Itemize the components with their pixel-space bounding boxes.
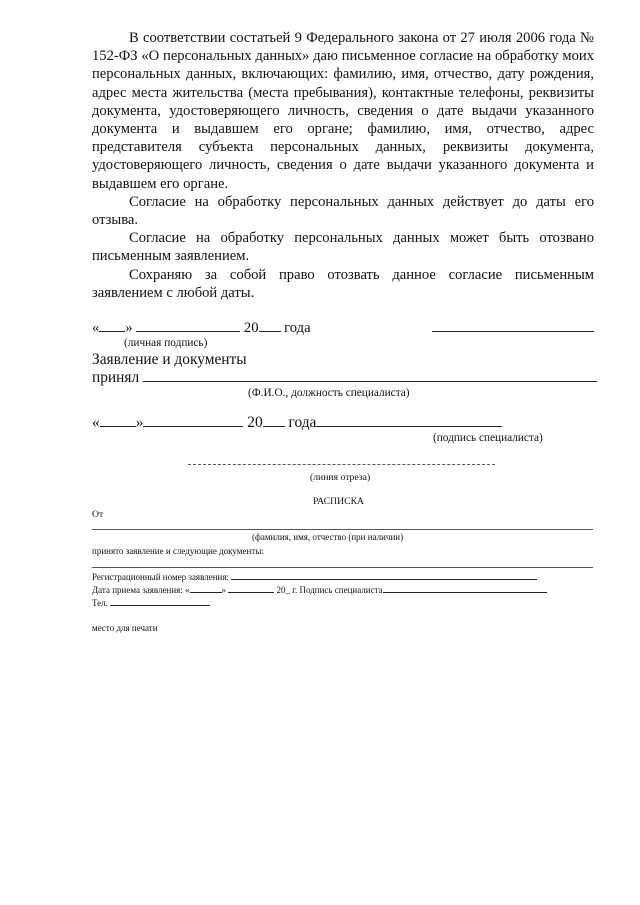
day-blank[interactable] [100, 413, 136, 427]
phone-field[interactable] [110, 597, 210, 606]
applicant-signature-field[interactable] [432, 318, 594, 337]
cut-line [188, 464, 495, 465]
phone-line [92, 597, 210, 609]
accepted-label: принял [92, 369, 140, 386]
specialist-signature-field[interactable] [316, 413, 502, 427]
quote-close: » [221, 585, 227, 595]
quote-open: « [92, 320, 100, 336]
year-blank[interactable] [263, 413, 285, 427]
specialist-date-line [92, 413, 502, 432]
registration-number-label: Регистрационный номер заявления: [92, 572, 229, 582]
stamp-place-label: место для печати [92, 623, 158, 633]
registration-number-line [92, 571, 537, 583]
specialist-signature-caption: (подпись специалиста) [433, 432, 543, 444]
applicant-signature-caption: (личная подпись) [124, 337, 208, 349]
specialist-name-caption: (Ф.И.О., должность специалиста) [248, 387, 410, 399]
registration-number-field[interactable] [231, 571, 537, 580]
applicant-name-caption: (фамилия, имя, отчество (при наличии) [252, 532, 404, 542]
specialist-name-field[interactable] [143, 368, 597, 382]
accepted-documents-label: принято заявление и следующие документы: [92, 546, 264, 556]
day-blank[interactable] [99, 318, 125, 332]
consent-paragraph-3: Согласие на обработку персональных данных может быть отозвано письменным заявлением. [92, 230, 594, 265]
receipt-month-field[interactable] [228, 584, 274, 593]
quote-close: » [135, 414, 144, 431]
receipt-date-line [92, 584, 547, 596]
receipt-title: РАСПИСКА [313, 496, 365, 507]
receipt-year-signature-label: 20_ г. Подпись специалиста [276, 585, 383, 595]
receipt-day-field[interactable] [190, 584, 222, 593]
documents-field[interactable] [92, 567, 593, 568]
consent-paragraph-1: В соответствии состатьей 9 Федерального закона от 27 июля 2006 года № 152-ФЗ «О персональных данных» даю письменное согласие на обработку моих персональных данных, включающих: фамилию, имя, отчество, дату рождения, адрес места жительства (места пребывания), контактные телефоны, реквизиты документа, удостоверяющего личность, сведения о дате выдачи указанного документа и выдавшем его органе; фамилию, имя, отчество, адрес представителя субъекта персональных данных, реквизиты документа, удостоверяющего личность, сведения о дате выдачи указанного документа и выдавшем его органе. [92, 30, 594, 192]
year-blank[interactable] [259, 318, 281, 332]
quote-close: » [125, 320, 133, 336]
receipt-specialist-signature-field[interactable] [383, 584, 547, 593]
acceptance-line [92, 368, 597, 387]
acceptance-heading: Заявление и документы [92, 351, 247, 368]
consent-text [92, 29, 594, 302]
consent-paragraph-4: Сохраняю за собой право отозвать данное согласие письменным заявлением с любой даты. [92, 266, 594, 301]
cut-line-caption: (линия отреза) [310, 472, 371, 483]
year-suffix: года [288, 414, 317, 431]
consent-paragraph-2: Согласие на обработку персональных данных действует до даты его отзыва. [92, 193, 594, 229]
applicant-name-field[interactable] [92, 529, 593, 530]
phone-label: Тел. [92, 598, 108, 608]
receipt-from: От [92, 509, 104, 520]
receipt-date-label: Дата приема заявления: « [92, 585, 190, 595]
month-blank[interactable] [136, 318, 240, 332]
year-prefix: 20 [243, 320, 259, 336]
applicant-date-line [92, 318, 311, 337]
year-prefix: 20 [247, 414, 263, 431]
month-blank[interactable] [143, 413, 243, 427]
quote-open: « [92, 414, 100, 431]
year-suffix: года [284, 320, 311, 336]
